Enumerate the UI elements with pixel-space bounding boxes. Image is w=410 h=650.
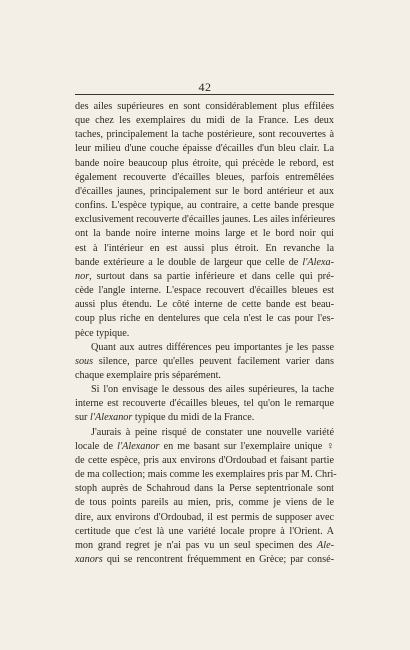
text-line bbox=[75, 312, 334, 326]
text-segment: ont la bande noire interne moins large et le bord noir qui bbox=[75, 228, 334, 240]
text-line bbox=[75, 157, 334, 171]
text-segment: pèce typique. bbox=[75, 327, 130, 339]
text-segment: chaque exemplaire pris séparément. bbox=[75, 369, 221, 381]
italic-text: xanors bbox=[75, 554, 103, 565]
text-segment: stoph auprès de Schahroud dans la Perse septentrionale sont bbox=[75, 483, 334, 495]
text-line bbox=[75, 114, 334, 128]
text-segment: de cette espèce, pris aux environs d'Ordoubad et faisant partie bbox=[75, 454, 334, 466]
text-line bbox=[75, 525, 334, 539]
text-line bbox=[75, 539, 334, 553]
italic-text: l'Alexa- bbox=[302, 256, 334, 268]
text-segment: locale de bbox=[75, 440, 118, 452]
text-line bbox=[75, 327, 334, 341]
text-line bbox=[75, 369, 334, 383]
text-line bbox=[75, 185, 334, 199]
text-segment: sur bbox=[75, 412, 90, 424]
text-segment: taches, principalement la tache postérieure, sont recouvertes à bbox=[75, 129, 334, 141]
text-line bbox=[75, 242, 334, 256]
italic-text: sous bbox=[75, 355, 94, 367]
text-line bbox=[75, 496, 334, 510]
text-segment: exclusivement recouverte d'écailles jaunes. Les ailes inférieures bbox=[75, 214, 336, 226]
text-line bbox=[75, 553, 334, 567]
page-number: 42 bbox=[198, 80, 212, 94]
text-segment: mon grand regret je n'ai pas vu un seul specimen des bbox=[75, 539, 318, 551]
italic-text: l'Alexanor bbox=[90, 412, 133, 424]
text-line bbox=[75, 411, 334, 425]
text-segment: que chez les exemplaires du midi de la France. Les deux bbox=[75, 115, 334, 127]
text-line bbox=[75, 100, 334, 114]
text-segment: en me basant sur l'exemplaire unique ♀ bbox=[159, 440, 335, 452]
text-segment: confins. L'espèce typique, au contraire, a cette bande presque bbox=[75, 200, 334, 212]
text-segment: qui se rencontrent fréquemment en Grèce; par consé- bbox=[102, 554, 334, 565]
text-line bbox=[75, 482, 334, 496]
text-segment: leur milieu d'une couche épaisse d'écailles d'un bleu clair. La bbox=[75, 143, 334, 155]
text-segment: coup plus riche en dentelures que cela n'est le cas pour l'es- bbox=[75, 313, 334, 325]
text-line bbox=[75, 440, 334, 454]
text-segment: des ailes supérieures en sont considérablement plus effilées bbox=[75, 101, 334, 112]
text-segment: aussi plus étendu. Le côté interne de cette bande est beau- bbox=[75, 299, 334, 311]
text-segment: dire, aux environs d'Ordoubad, il est permis de supposer avec bbox=[75, 511, 334, 523]
text-line bbox=[75, 171, 334, 185]
text-segment: Si l'on envisage le dessous des ailes supérieures, la tache bbox=[91, 384, 334, 396]
text-line bbox=[75, 454, 334, 468]
text-segment: de tous points pareils au mien, pris, comme je viens de le bbox=[75, 497, 334, 509]
text-line bbox=[75, 383, 334, 397]
text-line bbox=[75, 284, 334, 298]
italic-text: Ale- bbox=[317, 539, 334, 551]
text-segment: silence, parce qu'elles peuvent facilement varier dans bbox=[93, 355, 334, 367]
text-line bbox=[75, 213, 334, 227]
text-segment: , surtout dans sa partie inférieure et dans celle qui pré- bbox=[89, 270, 334, 282]
text-segment: typique du midi de la France. bbox=[132, 412, 255, 424]
text-line bbox=[75, 128, 334, 142]
text-segment: bande extérieure a le double de largeur que celle de bbox=[75, 256, 303, 268]
text-line bbox=[75, 298, 334, 312]
text-segment: de ma collection; mais comme les exemplaires pris par M. Chri- bbox=[75, 469, 337, 481]
text-line bbox=[75, 227, 334, 241]
italic-text: l'Alexanor bbox=[117, 440, 160, 452]
text-line bbox=[75, 355, 334, 369]
text-line bbox=[75, 341, 334, 355]
text-line bbox=[75, 270, 334, 284]
text-segment: également recouverte d'écailles bleues, parfois entremêlées bbox=[75, 171, 334, 183]
text-line bbox=[75, 199, 334, 213]
text-segment: interne est recouverte d'écailles bleues, tel qu'on le remarque bbox=[75, 398, 334, 410]
text-segment: Quant aux autres différences peu importantes je les passe bbox=[91, 341, 334, 353]
text-line bbox=[75, 426, 334, 440]
text-segment: bande noire beaucoup plus étroite, qui précède le rebord, est bbox=[75, 157, 334, 169]
text-segment: d'écailles jaunes, principalement sur le bord antérieur et aux bbox=[75, 185, 334, 197]
text-line bbox=[75, 397, 334, 411]
text-segment: est à l'intérieur en est aussi plus étroit. En revanche la bbox=[75, 242, 334, 254]
text-line bbox=[75, 511, 334, 525]
header-rule bbox=[75, 94, 334, 95]
text-line bbox=[75, 256, 334, 270]
text-line bbox=[75, 468, 337, 482]
body-text bbox=[75, 100, 337, 567]
text-segment: cède l'angle interne. L'espace recouvert d'écailles bleues est bbox=[75, 285, 334, 297]
text-line bbox=[75, 142, 334, 156]
text-segment: J'aurais à peine risqué de constater une nouvelle variété bbox=[91, 426, 334, 438]
italic-text: nor bbox=[75, 270, 90, 282]
text-segment: certitude que c'est là une variété locale propre à l'Orient. A bbox=[75, 525, 334, 537]
